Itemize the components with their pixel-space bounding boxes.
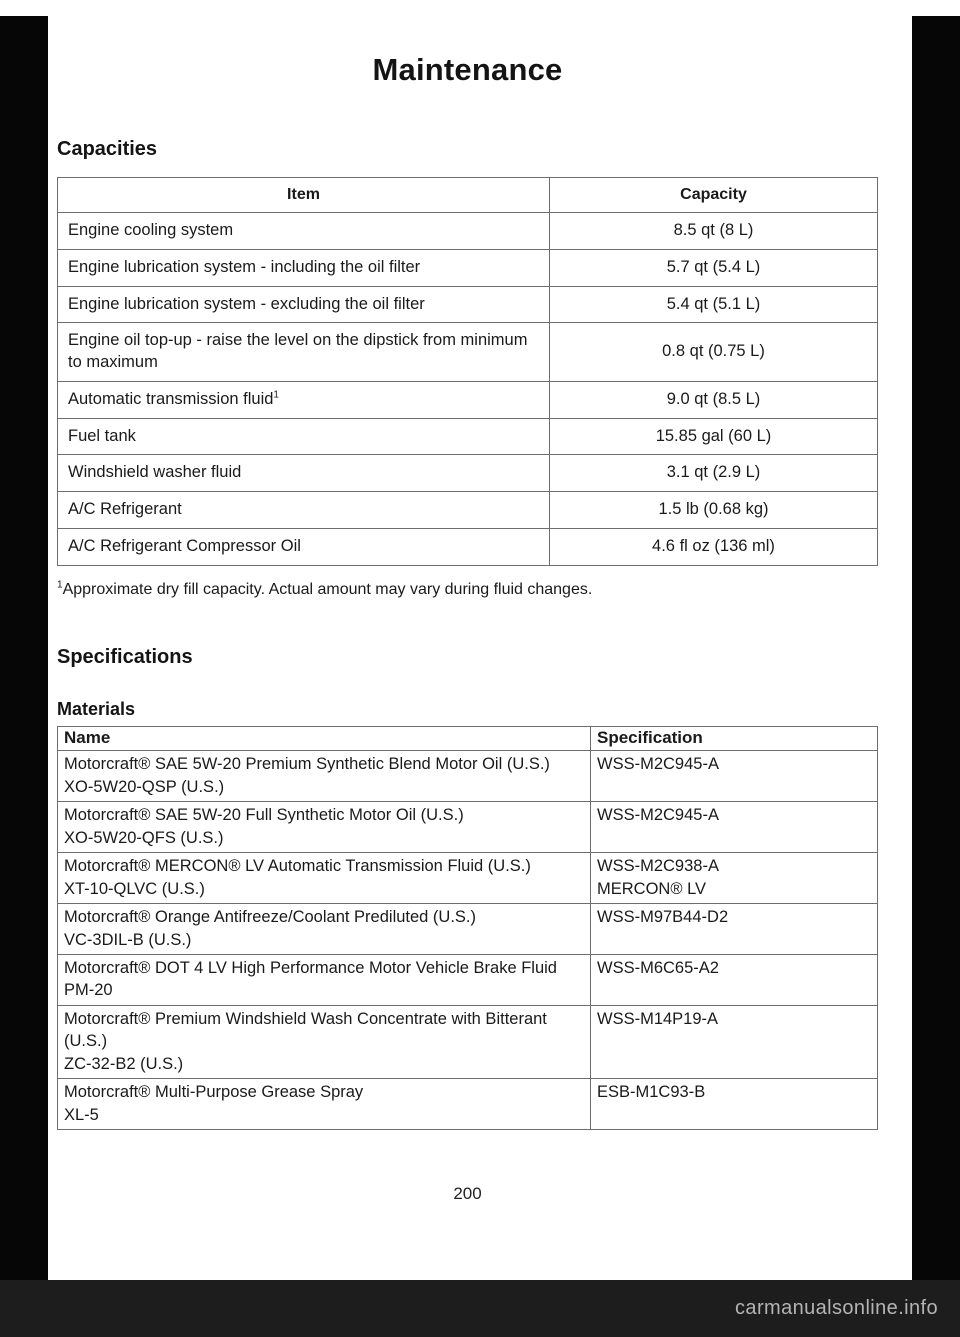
table-row — [58, 418, 878, 455]
material-spec-cell — [591, 1079, 878, 1130]
column-header-specification: Specification — [591, 727, 878, 751]
material-code: ZC-32-B2 (U.S.) — [64, 1054, 184, 1073]
material-name-cell — [58, 1079, 591, 1130]
capacity-cell: 3.1 qt (2.9 L) — [550, 455, 878, 492]
item-cell: A/C Refrigerant Compressor Oil — [58, 528, 550, 565]
capacity-cell: 0.8 qt (0.75 L) — [550, 323, 878, 382]
table-row — [58, 954, 878, 1005]
watermark: carmanualsonline.info — [735, 1297, 938, 1319]
materials-heading: Materials — [57, 699, 136, 720]
material-code: XT-10-QLVC (U.S.) — [64, 879, 205, 898]
material-name-cell — [58, 954, 591, 1005]
material-spec-cell — [591, 751, 878, 802]
item-cell: A/C Refrigerant — [58, 492, 550, 529]
table-header-row — [58, 727, 878, 751]
table-row — [58, 492, 878, 529]
footnote — [57, 580, 878, 601]
capacity-cell: 8.5 qt (8 L) — [550, 213, 878, 250]
item-text: Automatic transmission fluid — [68, 389, 274, 408]
capacity-cell: 5.7 qt (5.4 L) — [550, 249, 878, 286]
footnote-text: Approximate dry fill capacity. Actual amount may vary during fluid changes. — [62, 580, 593, 598]
material-spec: WSS-M2C945-A — [597, 755, 719, 774]
material-code: XL-5 — [64, 1105, 99, 1124]
item-cell: Fuel tank — [58, 418, 550, 455]
material-name-cell — [58, 802, 591, 853]
item-cell: Windshield washer fluid — [58, 455, 550, 492]
capacities-heading: Capacities — [57, 138, 158, 160]
material-spec: WSS-M2C945-A — [597, 806, 719, 825]
capacity-cell: 15.85 gal (60 L) — [550, 418, 878, 455]
material-spec: WSS-M14P19-A — [597, 1009, 719, 1028]
materials-table — [57, 726, 878, 1130]
material-name-cell — [58, 1005, 591, 1078]
capacity-cell: 1.5 lb (0.68 kg) — [550, 492, 878, 529]
table-row — [58, 455, 878, 492]
material-spec-cell — [591, 954, 878, 1005]
table-row — [58, 751, 878, 802]
table-row — [58, 213, 878, 250]
material-name: Motorcraft® Multi-Purpose Grease Spray — [64, 1083, 364, 1102]
material-spec: WSS-M97B44-D2 — [597, 908, 729, 927]
chapter-header: Maintenance — [372, 52, 563, 87]
material-name: Motorcraft® MERCON® LV Automatic Transmission Fluid (U.S.) — [64, 857, 531, 876]
column-header-item: Item — [58, 178, 550, 213]
item-cell: Engine lubrication system - excluding the oil filter — [58, 286, 550, 323]
material-name: Motorcraft® SAE 5W-20 Premium Synthetic Blend Motor Oil (U.S.) — [64, 755, 550, 774]
item-cell: Engine lubrication system - including the oil filter — [58, 249, 550, 286]
item-cell: Engine cooling system — [58, 213, 550, 250]
column-header-name: Name — [58, 727, 591, 751]
material-spec-line2: MERCON® LV — [597, 879, 707, 898]
material-code: XO-5W20-QSP (U.S.) — [64, 777, 225, 796]
footnote-marker: 1 — [273, 389, 279, 401]
material-spec-cell — [591, 802, 878, 853]
material-name: Motorcraft® DOT 4 LV High Performance Motor Vehicle Brake Fluid — [64, 958, 557, 977]
table-row — [58, 1079, 878, 1130]
table-row — [58, 802, 878, 853]
material-code: VC-3DIL-B (U.S.) — [64, 930, 192, 949]
specifications-heading: Specifications — [57, 646, 193, 669]
material-name-cell — [58, 751, 591, 802]
capacity-cell: 5.4 qt (5.1 L) — [550, 286, 878, 323]
page-edge-right — [912, 16, 960, 1337]
table-row — [58, 286, 878, 323]
capacity-cell: 4.6 fl oz (136 ml) — [550, 528, 878, 565]
material-name: Motorcraft® Premium Windshield Wash Concentrate with Bitterant (U.S.) — [64, 1009, 547, 1051]
material-code: XO-5W20-QFS (U.S.) — [64, 828, 224, 847]
column-header-capacity: Capacity — [550, 178, 878, 213]
material-spec-cell — [591, 904, 878, 955]
footnote-marker: 1 — [57, 579, 63, 591]
page-number: 200 — [453, 1184, 482, 1204]
material-code: PM-20 — [64, 981, 113, 1000]
material-spec: WSS-M2C938-A — [597, 857, 719, 876]
table-row — [58, 381, 878, 418]
item-cell: Engine oil top-up - raise the level on the dipstick from minimum to maximum — [58, 323, 550, 382]
material-name-cell — [58, 904, 591, 955]
table-row — [58, 904, 878, 955]
page-edge-left — [0, 16, 48, 1337]
table-row — [58, 528, 878, 565]
material-name-cell — [58, 853, 591, 904]
table-row — [58, 249, 878, 286]
material-spec: WSS-M6C65-A2 — [597, 958, 719, 977]
material-spec: ESB-M1C93-B — [597, 1083, 706, 1102]
table-row — [58, 323, 878, 382]
table-row — [58, 1005, 878, 1078]
table-row — [58, 853, 878, 904]
material-name: Motorcraft® Orange Antifreeze/Coolant Prediluted (U.S.) — [64, 908, 477, 927]
material-spec-cell — [591, 1005, 878, 1078]
table-header-row — [58, 178, 878, 213]
material-spec-cell — [591, 853, 878, 904]
material-name: Motorcraft® SAE 5W-20 Full Synthetic Motor Oil (U.S.) — [64, 806, 464, 825]
item-cell — [58, 381, 550, 418]
capacity-cell: 9.0 qt (8.5 L) — [550, 381, 878, 418]
capacities-table — [57, 177, 878, 566]
page-content — [48, 0, 912, 1204]
bottom-band — [0, 1280, 960, 1337]
